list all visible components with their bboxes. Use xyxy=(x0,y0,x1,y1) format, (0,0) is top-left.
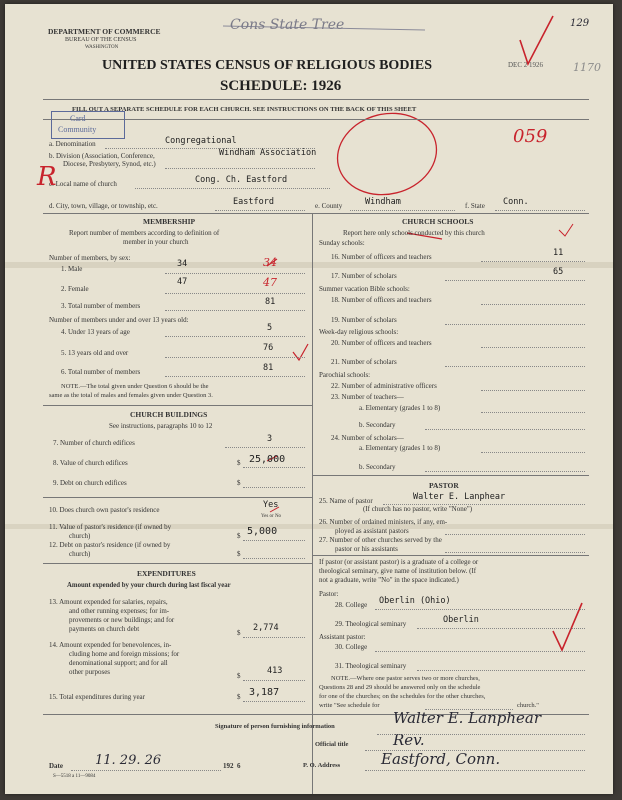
rule xyxy=(445,324,585,325)
label-date: Date xyxy=(49,762,63,770)
label-q14-1: 14. Amount expended for benevolences, in- xyxy=(49,641,172,649)
hint-q25: (If church has no pastor, write "None") xyxy=(363,505,473,513)
rule xyxy=(425,471,585,472)
rule xyxy=(312,555,589,556)
label-q2: 2. Female xyxy=(61,285,89,293)
census-schedule-sheet xyxy=(5,4,613,794)
label-q23b: b. Secondary xyxy=(359,421,396,429)
membership-note-2: same as the total of males and females given under Question 3. xyxy=(49,392,213,399)
serial-number: 1170 xyxy=(573,61,601,74)
label-q12a: 12. Debt on pastor's residence (if owned by xyxy=(49,541,171,549)
value-q4: 5 xyxy=(267,323,273,333)
label-q19: 19. Number of scholars xyxy=(331,316,397,324)
label-q13-3: provements or new buildings; and for xyxy=(69,616,175,624)
value-county: Windham xyxy=(365,197,401,207)
dollar-q14: $ xyxy=(237,672,241,680)
expenditures-sub: Amount expended by your church during last fiscal year xyxy=(67,582,231,589)
rule xyxy=(243,680,305,681)
value-q2: 47 xyxy=(177,277,188,287)
value-q8: 25,000 xyxy=(249,454,286,465)
label-q11b: church) xyxy=(69,532,91,540)
membership-sub-2: member in your church xyxy=(123,238,189,246)
schedule-title: SCHEDULE: 1926 xyxy=(220,78,342,94)
rule xyxy=(445,280,585,281)
rule xyxy=(165,310,305,311)
rule xyxy=(165,273,305,274)
rule xyxy=(243,487,305,488)
form-number: S—5518 a 11—9084 xyxy=(53,774,96,779)
label-signature: Signature of person furnishing information xyxy=(215,723,335,730)
rule xyxy=(43,99,589,100)
column-divider xyxy=(312,213,313,794)
label-q24a: a. Elementary (grades 1 to 8) xyxy=(359,444,441,452)
crossed-note: Cons State Tree xyxy=(230,17,345,33)
label-q1: 1. Male xyxy=(61,265,83,273)
rule xyxy=(71,770,221,771)
label-q25: 25. Name of pastor xyxy=(319,497,373,505)
label-q16: 16. Number of officers and teachers xyxy=(331,253,432,261)
value-q15: 3,187 xyxy=(249,687,280,698)
expenditures-title: EXPENDITURES xyxy=(137,569,196,578)
rule xyxy=(165,376,305,377)
rule xyxy=(375,651,585,652)
label-state: f. State xyxy=(465,202,485,210)
buildings-sub: See instructions, paragraphs 10 to 12 xyxy=(109,422,213,430)
schools-title: CHURCH SCHOOLS xyxy=(402,217,474,226)
label-parochial: Parochial schools: xyxy=(319,371,371,379)
rule xyxy=(243,637,305,638)
label-sunday: Sunday schools: xyxy=(319,239,365,247)
form-title: UNITED STATES CENSUS OF RELIGIOUS BODIES xyxy=(102,58,433,73)
value-q2-red: 47 xyxy=(263,276,277,289)
rule xyxy=(165,357,305,358)
rule xyxy=(417,628,585,629)
label-q4: 4. Under 13 years of age xyxy=(61,328,130,336)
label-address: P. O. Address xyxy=(303,762,341,769)
rule xyxy=(425,429,585,430)
label-q12b: church) xyxy=(69,550,91,558)
pastor-note-5: church." xyxy=(517,702,539,709)
grad-note-3: not a graduate, write "No" in the space indicated.) xyxy=(319,576,459,584)
value-address: Eastford, Conn. xyxy=(381,750,501,768)
rule xyxy=(43,563,312,564)
label-q23a: a. Elementary (grades 1 to 8) xyxy=(359,404,441,412)
value-q11: 5,000 xyxy=(247,526,278,537)
rule xyxy=(243,558,305,559)
label-q13-2: and other running expenses; for im- xyxy=(69,607,170,615)
label-q14-2: cluding home and foreign missions; for xyxy=(69,650,180,658)
rule xyxy=(495,210,585,211)
label-q10: 10. Does church own pastor's residence xyxy=(49,506,160,514)
label-q9: 9. Debt on church edifices xyxy=(53,479,127,487)
value-q7: 3 xyxy=(267,434,273,444)
value-q17: 65 xyxy=(553,267,564,277)
label-q17: 17. Number of scholars xyxy=(331,272,397,280)
buildings-title: CHURCH BUILDINGS xyxy=(130,410,208,419)
label-q27a: 27. Number of other churches served by the xyxy=(319,536,442,544)
membership-title: MEMBERSHIP xyxy=(143,217,196,226)
rule xyxy=(312,475,589,476)
value-q16: 11 xyxy=(553,248,564,258)
label-q26b: ployed as assistant pastors xyxy=(335,527,409,535)
city-heading: WASHINGTON xyxy=(85,45,119,50)
label-local-name: c. Local name of church xyxy=(49,180,117,188)
label-q20: 20. Number of officers and teachers xyxy=(331,339,432,347)
label-q18: 18. Number of officers and teachers xyxy=(331,296,432,304)
stamp-text-community: Community xyxy=(58,125,97,134)
dollar-q12: $ xyxy=(237,550,241,558)
rule xyxy=(350,210,455,211)
label-q6: 6. Total number of members xyxy=(61,368,141,376)
label-q3: 3. Total number of members xyxy=(61,302,141,310)
value-q13: 2,774 xyxy=(253,623,279,633)
dollar-q9: $ xyxy=(237,479,241,487)
label-q27b: pastor or his assistants xyxy=(335,545,398,553)
label-q14-4: other purposes xyxy=(69,668,111,676)
received-stamp: DEC 2 1926 xyxy=(508,61,543,69)
rule xyxy=(375,609,585,610)
value-q6: 81 xyxy=(263,363,274,373)
instruction-line: FILL OUT A SEPARATE SCHEDULE FOR EACH CHURCH. SEE INSTRUCTIONS ON THE BACK OF THIS SHEET xyxy=(72,106,417,113)
rule xyxy=(243,540,305,541)
value-q14: 413 xyxy=(267,666,283,676)
hint-q10: Yes or No xyxy=(261,514,282,519)
label-asst: Assistant pastor: xyxy=(319,633,366,641)
rule xyxy=(417,670,585,671)
value-signature: Walter E. Lanphear xyxy=(393,709,542,727)
label-q15: 15. Total expenditures during year xyxy=(49,693,145,701)
rule xyxy=(481,390,585,391)
label-q13-4: payments on church debt xyxy=(69,625,140,633)
label-q31: 31. Theological seminary xyxy=(335,662,407,670)
dollar-q8: $ xyxy=(237,459,241,467)
value-q1: 34 xyxy=(177,259,188,269)
label-q22: 22. Number of administrative officers xyxy=(331,382,437,390)
value-q5: 76 xyxy=(263,343,274,353)
value-q29: Oberlin xyxy=(443,615,479,625)
dollar-q13: $ xyxy=(237,629,241,637)
rule xyxy=(445,552,585,553)
label-q24: 24. Number of scholars— xyxy=(331,434,404,442)
rule xyxy=(43,405,312,406)
label-title: Official title xyxy=(315,741,349,748)
membership-note-1: NOTE.—The total given under Question 6 should be the xyxy=(61,383,209,390)
red-code: 059 xyxy=(513,126,548,147)
label-by-sex: Number of members, by sex: xyxy=(49,254,131,262)
dept-heading: DEPARTMENT OF COMMERCE xyxy=(48,27,161,36)
rule xyxy=(43,497,312,498)
value-title: Rev. xyxy=(393,731,425,749)
rule xyxy=(377,734,585,735)
label-q7: 7. Number of church edifices xyxy=(53,439,135,447)
rule xyxy=(135,188,330,189)
value-q1-red: 34 xyxy=(263,256,277,269)
value-year-digit: 6 xyxy=(237,762,241,770)
label-division: b. Division (Association, Conference, xyxy=(49,152,155,160)
schools-sub: Report here only schools conducted by this church xyxy=(343,229,485,237)
label-city: d. City, town, village, or township, etc. xyxy=(49,202,158,210)
rule xyxy=(243,467,305,468)
label-q23: 23. Number of teachers— xyxy=(331,393,404,401)
rule xyxy=(215,210,305,211)
pastor-note-2: Questions 28 and 29 should be answered only on the schedule xyxy=(319,684,481,691)
label-weekday: Week-day religious schools: xyxy=(319,328,399,336)
pastor-note-1: NOTE.—Where one pastor serves two or more churches, xyxy=(331,675,480,682)
stamp-text-card: Card xyxy=(70,114,86,123)
label-q26a: 26. Number of ordained ministers, if any, em- xyxy=(319,518,448,526)
grad-note-1: If pastor (or assistant pastor) is a graduate of a college or xyxy=(319,558,479,566)
label-q5: 5. 13 years old and over xyxy=(61,349,129,357)
value-local-name: Cong. Ch. Eastford xyxy=(195,175,288,185)
pastor-title: PASTOR xyxy=(429,481,459,490)
value-division: Windham Association xyxy=(219,148,317,158)
rule xyxy=(225,447,305,448)
membership-sub-1: Report number of members according to definition of xyxy=(69,229,220,237)
label-division-2: Diocese, Presbytery, Synod, etc.) xyxy=(63,160,156,168)
label-q29: 29. Theological seminary xyxy=(335,620,407,628)
label-q8: 8. Value of church edifices xyxy=(53,459,128,467)
card-community-stamp xyxy=(51,111,125,139)
label-q14-3: denominational support; and for all xyxy=(69,659,168,667)
rule xyxy=(165,168,315,169)
label-county: e. County xyxy=(315,202,343,210)
value-q28: Oberlin (Ohio) xyxy=(379,596,451,606)
rule xyxy=(165,336,305,337)
label-q13-1: 13. Amount expended for salaries, repairs, xyxy=(49,598,168,606)
value-q3: 81 xyxy=(265,297,276,307)
rule xyxy=(481,452,585,453)
label-q24b: b. Secondary xyxy=(359,463,396,471)
label-q28: 28. College xyxy=(335,601,368,609)
rule xyxy=(165,293,305,294)
rule xyxy=(43,213,589,214)
value-denomination: Congregational xyxy=(165,136,237,146)
label-q11a: 11. Value of pastor's residence (if owned by xyxy=(49,523,172,531)
red-r-mark: R xyxy=(37,162,57,192)
label-year: 192 xyxy=(223,762,234,770)
dollar-q15: $ xyxy=(237,693,241,701)
rule xyxy=(481,347,585,348)
label-pastor: Pastor: xyxy=(319,590,339,598)
rule xyxy=(481,261,585,262)
rule xyxy=(481,304,585,305)
value-state: Conn. xyxy=(503,197,529,207)
rule xyxy=(445,534,585,535)
rule xyxy=(243,701,305,702)
rule xyxy=(481,412,585,413)
rule xyxy=(445,366,585,367)
label-age-head: Number of members under and over 13 years old: xyxy=(49,316,189,324)
label-q30: 30. College xyxy=(335,643,368,651)
value-q25: Walter E. Lanphear xyxy=(413,492,506,502)
label-summer: Summer vacation Bible schools: xyxy=(319,285,410,293)
rule xyxy=(365,770,585,771)
page-number: 129 xyxy=(570,18,590,29)
pastor-note-4: write "See schedule for xyxy=(319,702,380,709)
label-q21: 21. Number of scholars xyxy=(331,358,397,366)
bureau-heading: BUREAU OF THE CENSUS xyxy=(65,37,137,43)
value-q10: Yes xyxy=(263,500,279,510)
dollar-q11: $ xyxy=(237,532,241,540)
label-denomination: a. Denomination xyxy=(49,140,96,148)
value-city: Eastford xyxy=(233,197,274,207)
grad-note-2: theological seminary, give name of institution below. (If xyxy=(319,567,477,575)
value-date: 11. 29. 26 xyxy=(95,753,162,768)
pastor-note-3: for one of the churches; on the schedules for the other churches, xyxy=(319,693,486,700)
